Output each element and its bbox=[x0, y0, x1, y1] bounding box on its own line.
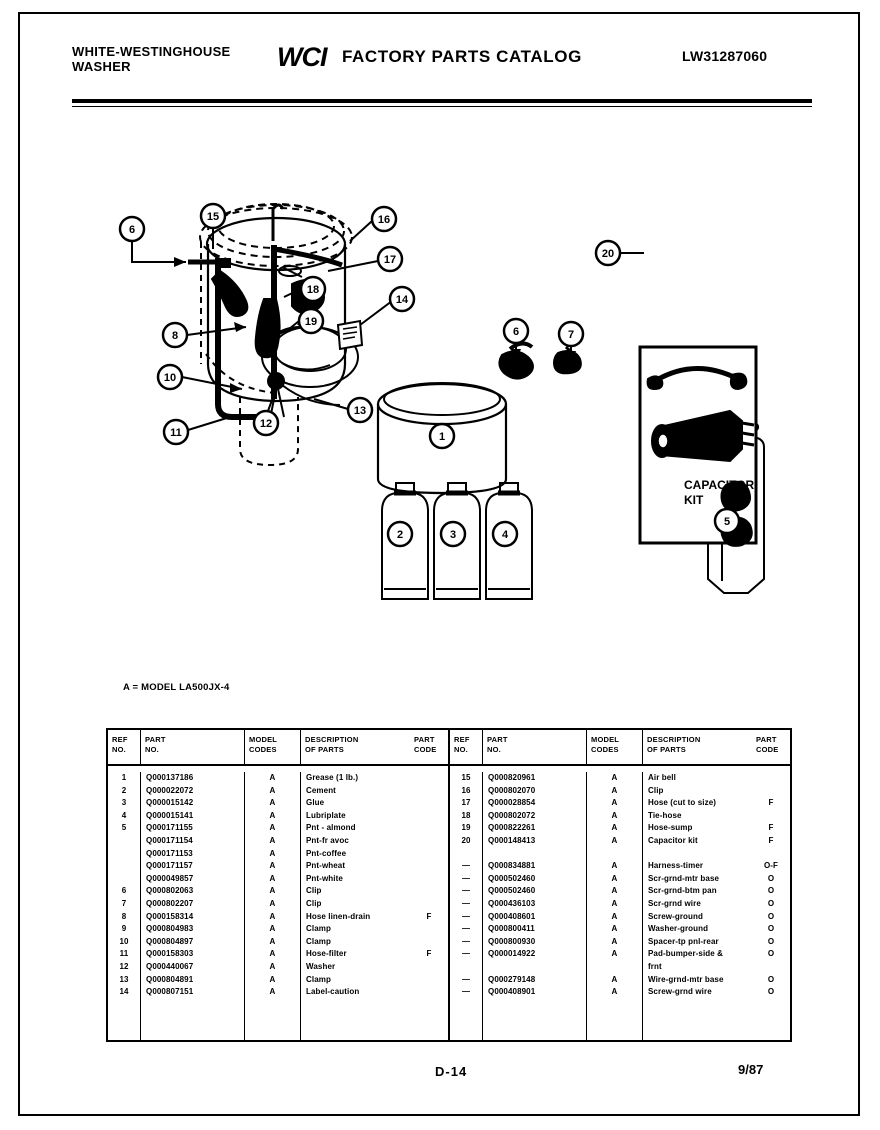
cell-code bbox=[410, 885, 448, 898]
cell-model: A bbox=[611, 823, 618, 833]
cell-model: A bbox=[269, 861, 276, 871]
callout-number: 13 bbox=[353, 405, 367, 417]
catalog-date: 9/87 bbox=[738, 1062, 764, 1077]
cell-code bbox=[752, 848, 790, 861]
cell-desc: Cement bbox=[306, 785, 336, 795]
cell-part: Q000171155 bbox=[146, 823, 193, 833]
cell-part: Q000820961 bbox=[488, 773, 536, 782]
cell-desc bbox=[643, 848, 752, 861]
cell-desc: Air bell bbox=[648, 773, 676, 782]
callout-number: 8 bbox=[171, 330, 179, 342]
cell-ref: 18 bbox=[461, 810, 471, 820]
callout-number: 19 bbox=[304, 316, 318, 328]
cell-ref: — bbox=[461, 886, 471, 896]
cell-code: O bbox=[767, 987, 775, 997]
cell-ref: 14 bbox=[119, 987, 129, 997]
cell-code bbox=[410, 923, 448, 936]
cell-desc: Lubriplate bbox=[306, 810, 346, 820]
cell-part: Q000015142 bbox=[146, 798, 194, 808]
cell-desc: Capacitor kit bbox=[648, 835, 698, 845]
cell-part: Q000158303 bbox=[146, 949, 194, 959]
cell-desc: Washer-ground bbox=[648, 924, 709, 934]
cell-code bbox=[410, 835, 448, 848]
cell-part: Q000804983 bbox=[146, 924, 194, 934]
cell-ref bbox=[450, 848, 482, 861]
cell-ref: 17 bbox=[461, 798, 471, 808]
cell-model: A bbox=[611, 810, 618, 820]
cell-desc: Pnt-wheat bbox=[306, 861, 346, 871]
cell-desc: Grease (1 lb.) bbox=[306, 773, 359, 782]
header-rule-thin bbox=[72, 106, 812, 107]
callout-number: 5 bbox=[723, 516, 731, 528]
cell-ref: — bbox=[461, 974, 471, 984]
cell-code: O bbox=[767, 974, 775, 984]
cell-part: Q000408601 bbox=[488, 911, 536, 921]
page-border bbox=[18, 12, 860, 1116]
callout-number: 1 bbox=[438, 431, 446, 443]
cell-ref: — bbox=[461, 898, 471, 908]
capacitor-kit-label-1: CAPACITOR bbox=[684, 478, 755, 492]
header-part-code: PART CODE bbox=[414, 735, 437, 754]
cell-desc: Pnt-white bbox=[306, 873, 343, 883]
brand-line-1: WHITE-WESTINGHOUSE bbox=[72, 44, 231, 59]
exploded-parts-illustration bbox=[70, 149, 830, 649]
cell-ref: 4 bbox=[121, 810, 127, 820]
cell-part: Q000800930 bbox=[488, 936, 536, 946]
cell-code: O bbox=[767, 873, 775, 883]
cell-model: A bbox=[611, 898, 618, 908]
cell-code bbox=[410, 772, 448, 785]
cell-part: Q000804897 bbox=[146, 936, 194, 946]
cell-part: Q000800411 bbox=[488, 924, 535, 934]
cell-code bbox=[410, 936, 448, 949]
cell-model: A bbox=[269, 949, 276, 959]
cell-ref: 13 bbox=[119, 974, 129, 984]
cell-code bbox=[410, 873, 448, 886]
cell-model: A bbox=[269, 848, 276, 858]
cell-part: Q000171153 bbox=[146, 848, 193, 858]
cell-code bbox=[410, 860, 448, 873]
cell-ref: — bbox=[461, 873, 471, 883]
cell-desc: Pnt - almond bbox=[306, 823, 356, 833]
cell-ref: 16 bbox=[461, 785, 471, 795]
callout-number: 10 bbox=[163, 372, 177, 384]
cell-desc: Clamp bbox=[306, 924, 331, 934]
cell-ref bbox=[108, 860, 140, 873]
cell-part bbox=[483, 961, 586, 974]
cell-model: A bbox=[269, 898, 276, 908]
cell-ref: — bbox=[461, 949, 471, 959]
cell-ref: 3 bbox=[121, 798, 127, 808]
header-part-no: PART NO. bbox=[145, 735, 166, 754]
callout-number: 20 bbox=[601, 248, 615, 260]
header-ref-no: REF NO. bbox=[450, 730, 483, 764]
header-description: DESCRIPTION OF PARTS bbox=[642, 730, 752, 764]
cell-ref: — bbox=[461, 987, 471, 997]
cell-ref: 1 bbox=[121, 773, 127, 782]
cell-code bbox=[410, 797, 448, 810]
cell-model: A bbox=[611, 936, 618, 946]
cell-model: A bbox=[611, 886, 618, 896]
cell-ref bbox=[108, 835, 140, 848]
cell-desc: Washer bbox=[306, 961, 336, 971]
header-model-codes: MODEL CODES bbox=[586, 730, 642, 764]
cell-model: A bbox=[611, 798, 618, 808]
cell-code bbox=[410, 785, 448, 798]
cell-desc: Scr-grnd wire bbox=[648, 898, 701, 908]
cell-model: A bbox=[611, 987, 618, 997]
column-part-no bbox=[141, 772, 244, 1040]
cell-part: Q000015141 bbox=[146, 810, 194, 820]
cell-part: Q000148413 bbox=[488, 835, 536, 845]
cell-model: A bbox=[269, 773, 276, 782]
cell-code bbox=[752, 961, 790, 974]
callout-number: 7 bbox=[567, 329, 575, 341]
cell-model: A bbox=[269, 974, 276, 984]
cell-part: Q000049857 bbox=[146, 873, 194, 883]
cell-ref: 6 bbox=[121, 886, 127, 896]
cell-ref: 5 bbox=[121, 823, 127, 833]
table-body-left bbox=[108, 766, 448, 1040]
header-rule bbox=[72, 99, 812, 103]
cell-part: Q000802207 bbox=[146, 898, 194, 908]
cell-desc: Screw-ground bbox=[648, 911, 703, 921]
cell-desc: Clip bbox=[306, 886, 322, 896]
header-model-codes: MODEL CODES bbox=[244, 730, 300, 764]
cell-model: A bbox=[611, 911, 618, 921]
column-part-no bbox=[483, 772, 586, 1040]
cell-desc: Scr-grnd-mtr base bbox=[648, 873, 720, 883]
cell-model: A bbox=[269, 924, 276, 934]
cell-desc: Pnt-coffee bbox=[306, 848, 347, 858]
cell-part: Q000804891 bbox=[146, 974, 194, 984]
cell-part: Q000834881 bbox=[488, 861, 536, 871]
cell-part: Q000807151 bbox=[146, 987, 194, 997]
callout-number: 14 bbox=[395, 294, 409, 306]
callout-number: 6 bbox=[128, 224, 136, 236]
cell-code: O bbox=[767, 898, 775, 908]
wci-logo: WCI bbox=[277, 42, 327, 72]
callout-number: 4 bbox=[501, 529, 509, 541]
cell-model: A bbox=[269, 961, 276, 971]
cell-code: O bbox=[767, 936, 775, 946]
cell-part: Q000822261 bbox=[488, 823, 536, 833]
column-description bbox=[300, 772, 410, 1040]
cell-desc: Clip bbox=[648, 785, 664, 795]
page-header bbox=[72, 44, 812, 94]
cell-code bbox=[410, 974, 448, 987]
cell-desc: Screw-grnd wire bbox=[648, 987, 712, 997]
cell-part: Q000158314 bbox=[146, 911, 194, 921]
cell-code: O-F bbox=[763, 861, 779, 871]
illustration-svg bbox=[70, 149, 830, 649]
cell-part: Q000137186 bbox=[146, 773, 194, 782]
cell-desc: Hose linen-drain bbox=[306, 911, 371, 921]
cell-model: A bbox=[269, 873, 276, 883]
clip-parts bbox=[499, 343, 580, 378]
cell-ref: — bbox=[461, 936, 471, 946]
caution-label bbox=[338, 321, 362, 349]
model-number: LW31287060 bbox=[682, 48, 768, 64]
cell-code bbox=[410, 898, 448, 911]
cell-desc: Wire-grnd-mtr base bbox=[648, 974, 724, 984]
cell-code: O bbox=[767, 911, 775, 921]
parts-table-right bbox=[450, 730, 790, 1040]
callout-number: 16 bbox=[377, 214, 391, 226]
cell-part: Q000802063 bbox=[146, 886, 194, 896]
cell-part: Q000802070 bbox=[488, 785, 536, 795]
cell-part bbox=[483, 848, 586, 861]
cell-part: Q000028854 bbox=[488, 798, 536, 808]
cell-code: O bbox=[767, 924, 775, 934]
cell-desc: Clamp bbox=[306, 974, 331, 984]
cell-code: O bbox=[767, 886, 775, 896]
callout-number: 18 bbox=[306, 284, 320, 296]
column-ref-no bbox=[108, 772, 141, 1040]
cell-desc: Clamp bbox=[306, 936, 331, 946]
cell-code: O bbox=[767, 949, 775, 959]
cell-code bbox=[752, 810, 790, 823]
cell-code: F bbox=[426, 911, 432, 921]
cell-model: A bbox=[269, 823, 276, 833]
cell-code: F bbox=[768, 798, 774, 808]
cell-desc: Pad-bumper-side & bbox=[648, 949, 724, 959]
column-description bbox=[642, 772, 752, 1040]
parts-table bbox=[106, 728, 792, 1042]
cell-desc: Hose (cut to size) bbox=[648, 798, 717, 808]
cell-part: Q000279148 bbox=[488, 974, 536, 984]
cell-ref bbox=[108, 848, 140, 861]
callout-number: 3 bbox=[449, 529, 457, 541]
cell-model: A bbox=[269, 810, 276, 820]
cell-ref bbox=[450, 961, 482, 974]
cell-model: A bbox=[611, 785, 618, 795]
callout-number: 17 bbox=[383, 254, 397, 266]
cell-part: Q000502460 bbox=[488, 886, 536, 896]
header-part-code: PART CODE bbox=[756, 735, 779, 754]
cell-model: A bbox=[269, 785, 276, 795]
cell-model: A bbox=[269, 936, 276, 946]
cell-code bbox=[410, 961, 448, 974]
cell-desc: frnt bbox=[648, 961, 662, 971]
model-code-note: A = MODEL LA500JX-4 bbox=[123, 682, 230, 693]
cell-code bbox=[410, 848, 448, 861]
cell-ref: — bbox=[461, 861, 471, 871]
cell-desc: Hose-sump bbox=[648, 823, 693, 833]
cell-ref: 7 bbox=[121, 898, 127, 908]
column-model-codes bbox=[586, 772, 642, 1040]
cell-ref: 8 bbox=[121, 911, 127, 921]
cell-code bbox=[752, 772, 790, 785]
cell-code bbox=[410, 810, 448, 823]
cell-model: A bbox=[269, 987, 276, 997]
cell-ref: 12 bbox=[119, 961, 129, 971]
cell-ref: 2 bbox=[121, 785, 127, 795]
cell-model: A bbox=[269, 886, 276, 896]
cell-code: F bbox=[426, 949, 432, 959]
brand-line-2: WASHER bbox=[72, 59, 131, 74]
cell-desc: Glue bbox=[306, 798, 325, 808]
table-body-right bbox=[450, 766, 790, 1040]
header-description: DESCRIPTION OF PARTS bbox=[300, 730, 410, 764]
cell-model: A bbox=[611, 924, 618, 934]
cell-desc: Hose-filter bbox=[306, 949, 347, 959]
cell-model bbox=[587, 848, 642, 861]
column-ref-no bbox=[450, 772, 483, 1040]
cell-model: A bbox=[611, 835, 618, 845]
table-header-row-left bbox=[108, 730, 448, 766]
cell-code: F bbox=[768, 823, 774, 833]
cell-ref: — bbox=[461, 924, 471, 934]
cell-model: A bbox=[611, 949, 618, 959]
capacitor-kit-label-2: KIT bbox=[684, 493, 704, 507]
page-number: D-14 bbox=[435, 1064, 468, 1079]
cell-part: Q000502460 bbox=[488, 873, 536, 883]
cell-desc: Clip bbox=[306, 898, 322, 908]
cell-model: A bbox=[611, 773, 618, 782]
cell-ref bbox=[108, 873, 140, 886]
column-part-code bbox=[752, 772, 790, 1040]
cell-desc: Tie-hose bbox=[648, 810, 682, 820]
cell-part: Q000171157 bbox=[146, 861, 193, 871]
cell-ref: 19 bbox=[461, 823, 471, 833]
cell-desc: Harness-timer bbox=[648, 861, 704, 871]
cell-model bbox=[587, 961, 642, 974]
cell-ref: 9 bbox=[121, 924, 127, 934]
cell-ref: 10 bbox=[119, 936, 129, 946]
cell-ref: 11 bbox=[119, 949, 129, 959]
table-header-row-right bbox=[450, 730, 790, 766]
cell-part: Q000022072 bbox=[146, 785, 194, 795]
cell-model: A bbox=[269, 798, 276, 808]
cell-desc: Scr-grnd-btm pan bbox=[648, 886, 717, 896]
cell-code bbox=[410, 986, 448, 999]
cell-code: F bbox=[768, 835, 774, 845]
cell-ref: — bbox=[461, 911, 471, 921]
cell-model: A bbox=[611, 861, 618, 871]
catalog-title: FACTORY PARTS CATALOG bbox=[342, 47, 582, 66]
column-part-code bbox=[410, 772, 448, 1040]
column-model-codes bbox=[244, 772, 300, 1040]
brand-name bbox=[72, 44, 231, 74]
callout-number: 2 bbox=[396, 529, 404, 541]
cell-desc: Label-caution bbox=[306, 987, 360, 997]
cell-part: Q000802072 bbox=[488, 810, 536, 820]
pump-assembly bbox=[212, 271, 358, 419]
cell-model: A bbox=[611, 873, 618, 883]
header-part-no: PART NO. bbox=[487, 735, 508, 754]
cell-part: Q000408901 bbox=[488, 987, 536, 997]
cell-part: Q000171154 bbox=[146, 835, 193, 845]
cell-code bbox=[410, 822, 448, 835]
cell-desc: Spacer-tp pnl-rear bbox=[648, 936, 719, 946]
cell-part: Q000014922 bbox=[488, 949, 536, 959]
cell-code bbox=[752, 785, 790, 798]
cell-desc: Pnt-fr avoc bbox=[306, 835, 349, 845]
cell-model: A bbox=[269, 835, 276, 845]
cell-part: Q000436103 bbox=[488, 898, 536, 908]
cell-part: Q000440067 bbox=[146, 961, 194, 971]
cell-model: A bbox=[269, 911, 276, 921]
callout-number: 6 bbox=[512, 326, 520, 338]
cell-ref: 20 bbox=[461, 835, 471, 845]
callout-number: 12 bbox=[259, 418, 273, 430]
parts-table-left bbox=[108, 730, 450, 1040]
header-ref-no: REF NO. bbox=[108, 730, 141, 764]
cell-model: A bbox=[611, 974, 618, 984]
cell-ref: 15 bbox=[461, 773, 471, 782]
callout-number: 15 bbox=[206, 211, 220, 223]
callout-number: 11 bbox=[170, 427, 182, 439]
